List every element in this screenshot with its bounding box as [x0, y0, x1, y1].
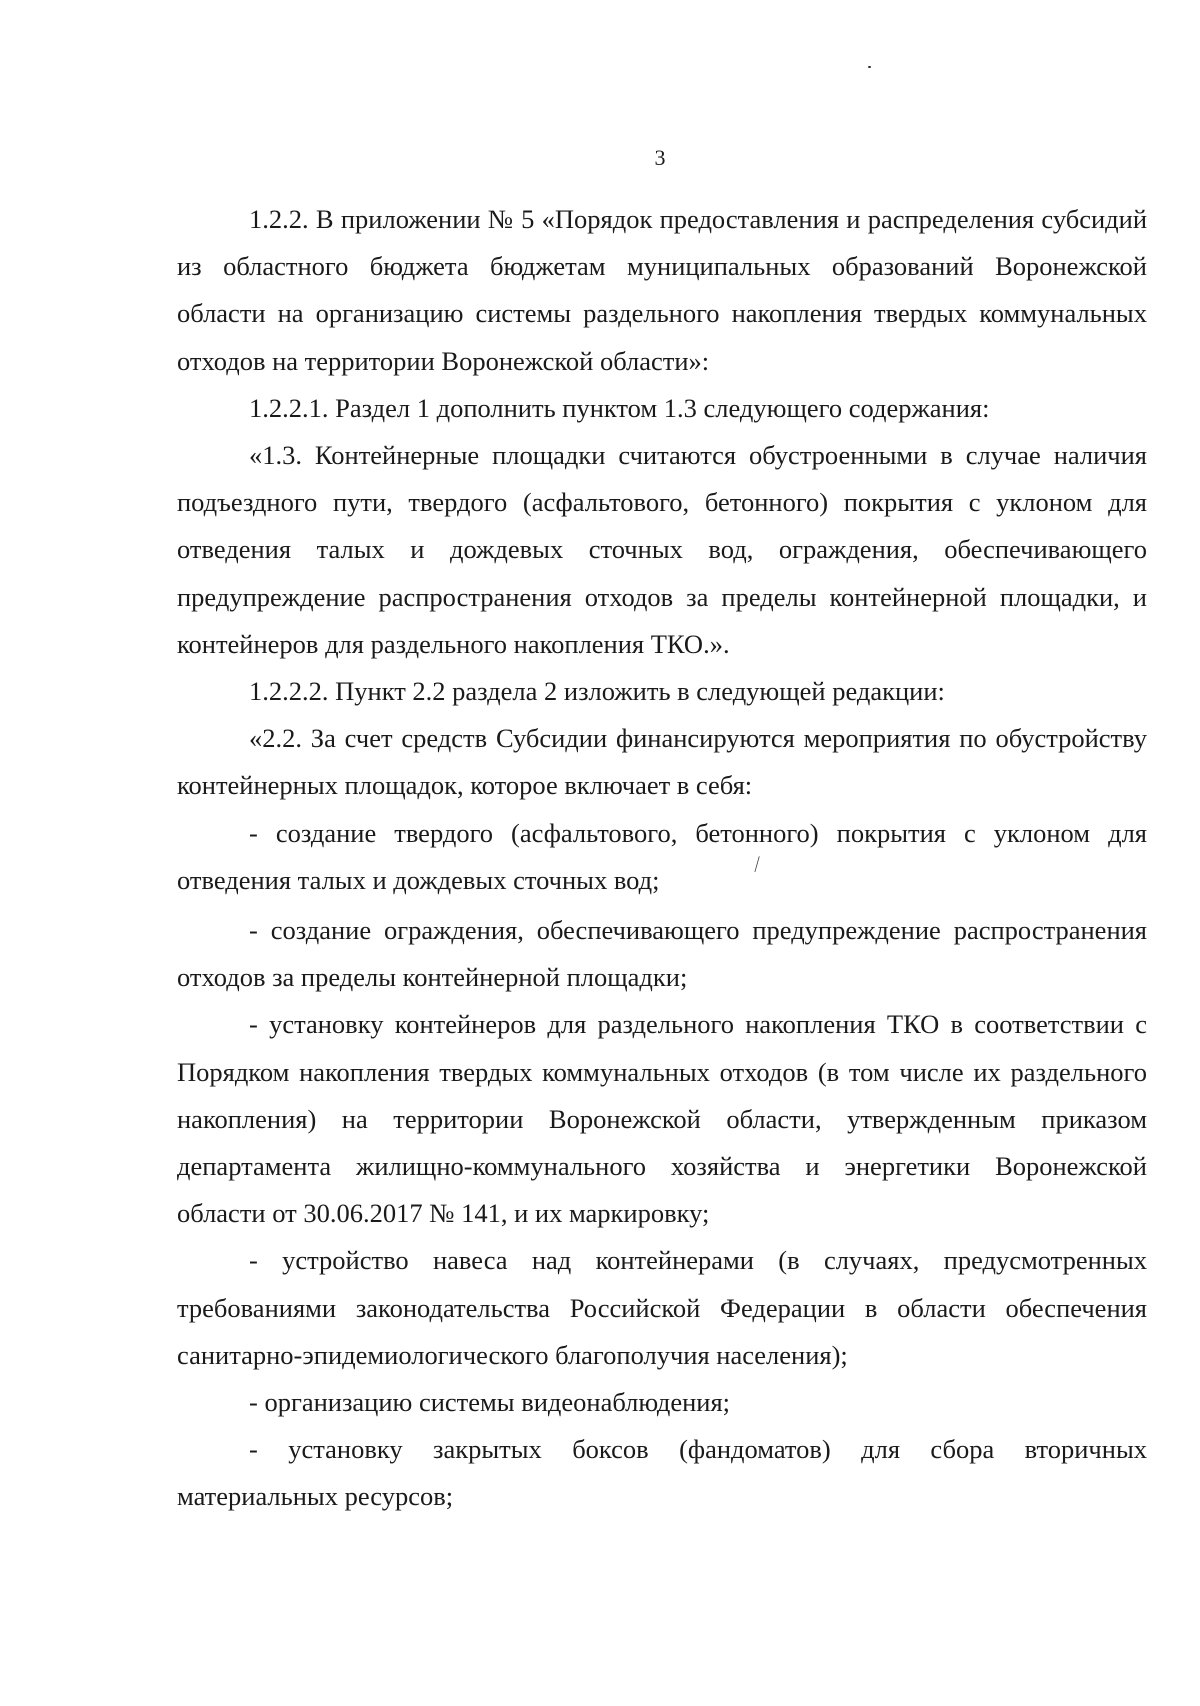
handwritten-tick-mark: ⁄	[751, 853, 763, 876]
list-item-coating-text: - создание твердого (асфальтового, бетонного) покрытия с уклоном для отведения талых и дождевых сточных вод;	[177, 817, 1147, 895]
paragraph-2-2: «2.2. За счет средств Субсидии финансируются мероприятия по обустройству контейнерных площадок, которое включает в себя:	[177, 723, 1147, 801]
paragraph-1-2-2-1: 1.2.2.1. Раздел 1 дополнить пунктом 1.3 следующего содержания:	[249, 392, 990, 423]
page-number: 3	[654, 145, 666, 170]
document-body	[177, 196, 1147, 1521]
paragraph-1-2-2: 1.2.2. В приложении № 5 «Порядок предоставления и распределения субсидий из областного бюджета бюджетам муниципальных образований Воронежской области на организацию системы раздельного накопления твердых коммунальных отходов на территории Воронежской области»:	[177, 204, 1147, 376]
paragraph-1-2-2-2: 1.2.2.2. Пункт 2.2 раздела 2 изложить в следующей редакции:	[249, 676, 945, 707]
list-item-coating	[177, 810, 1147, 907]
list-item-containers: - установку контейнеров для раздельного накопления ТКО в соответствии с Порядком накопления твердых коммунальных отходов (в том числе их раздельного накопления) на территории Воронежской области, утвержденным приказом департамента жилищно-коммунального хозяйства и энергетики Воронежской области от 30.06.2017 № 141, и их маркировку;	[177, 1009, 1147, 1229]
list-item-canopy: - устройство навеса над контейнерами (в случаях, предусмотренных требованиями законодательства Российской Федерации в области обеспечения санитарно-эпидемиологического благополучия населения);	[177, 1245, 1147, 1370]
list-item-fence: - создание ограждения, обеспечивающего предупреждение распространения отходов за пределы контейнерной площадки;	[177, 915, 1147, 993]
scan-speck	[868, 66, 871, 68]
paragraph-1-3: «1.3. Контейнерные площадки считаются обустроенными в случае наличия подъездного пути, твердого (асфальтового, бетонного) покрытия с уклоном для отведения талых и дождевых сточных вод, ограждения, обеспечивающего предупреждение распространения отходов за пределы контейнерной площадки, и контейнеров для раздельного накопления ТКО.».	[177, 440, 1147, 659]
list-item-boxes: - установку закрытых боксов (фандоматов) для сбора вторичных материальных ресурсов;	[177, 1434, 1147, 1512]
list-item-video: - организацию системы видеонаблюдения;	[249, 1387, 730, 1418]
